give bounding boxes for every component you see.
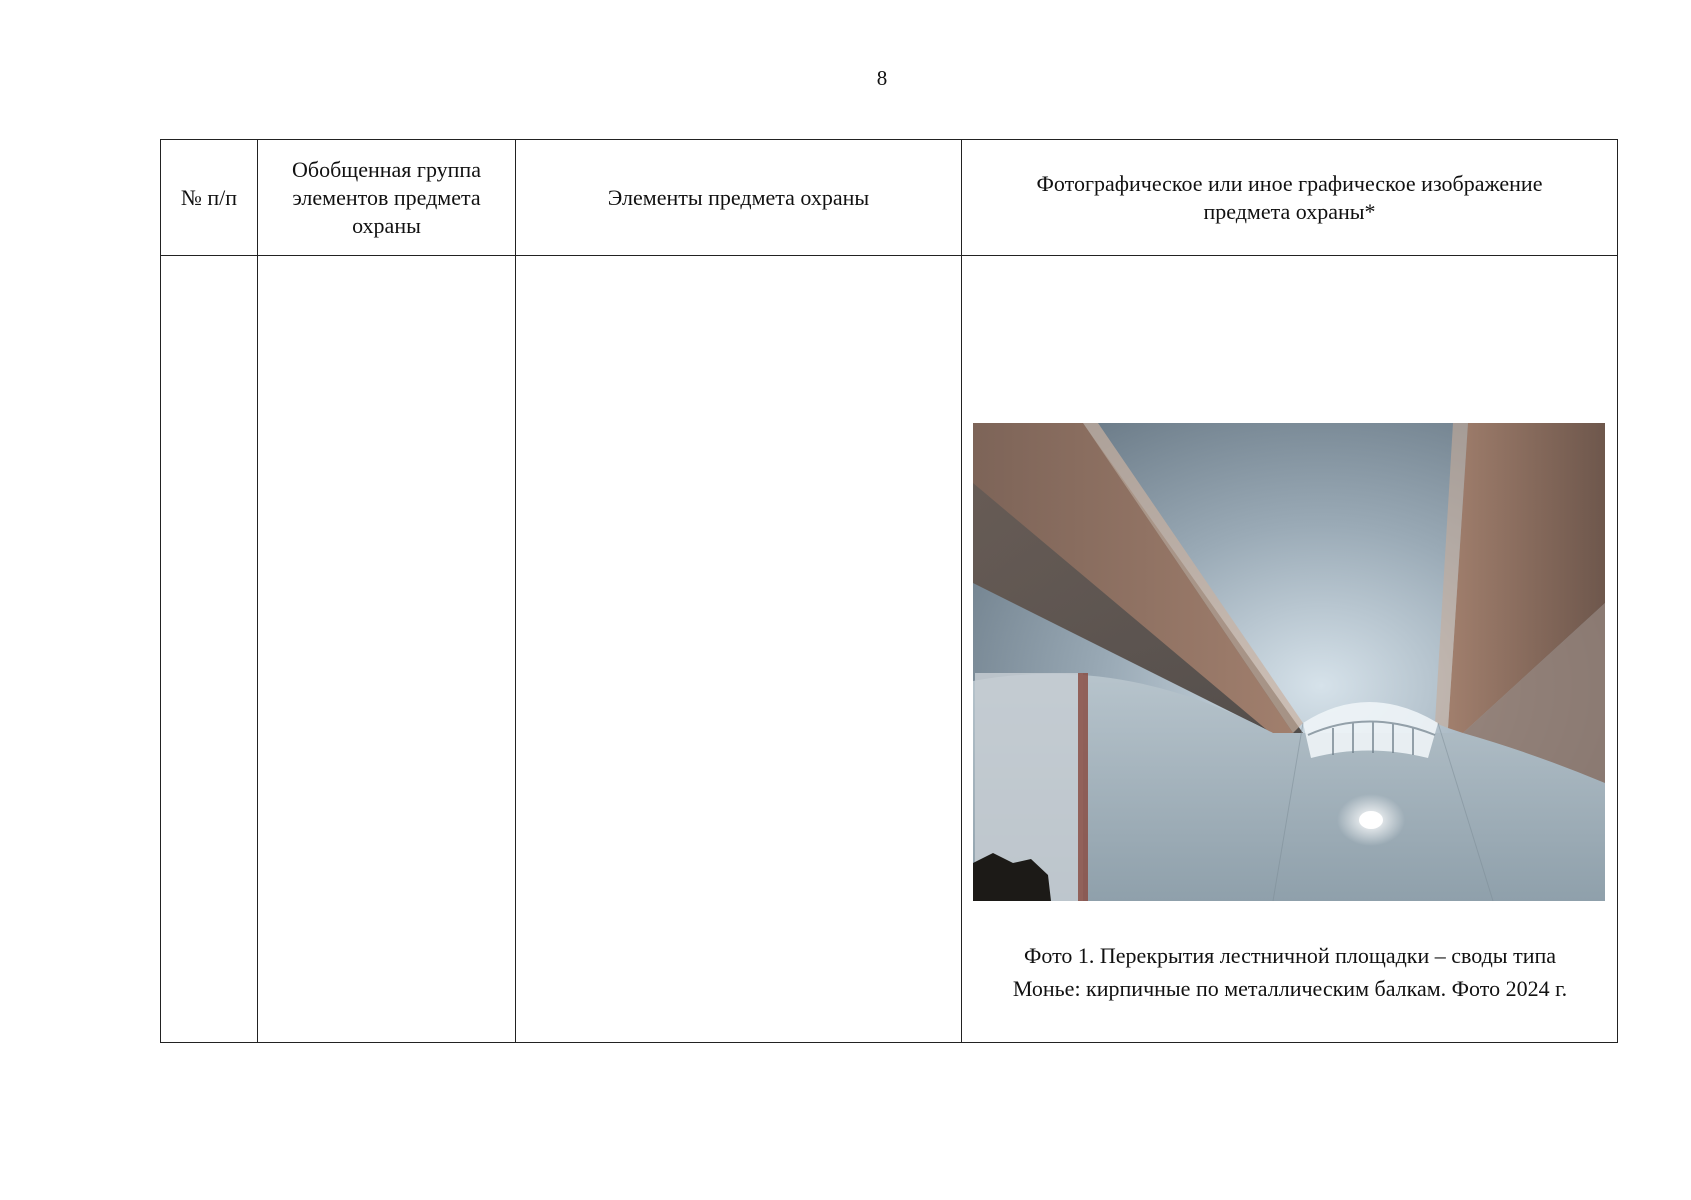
cell-group (258, 256, 516, 1043)
photo-caption (962, 939, 1618, 1005)
table-header-row (161, 140, 1618, 256)
cell-photo (962, 256, 1618, 1043)
cell-elements (516, 256, 962, 1043)
vault-photo (973, 423, 1605, 901)
header-image: Фотографическое или иное графическое изображение предмета охраны* (962, 140, 1618, 256)
header-elements: Элементы предмета охраны (516, 140, 962, 256)
cell-num (161, 256, 258, 1043)
protection-table (160, 139, 1618, 1043)
table-row (161, 256, 1618, 1043)
header-num: № п/п (161, 140, 258, 256)
page-number: 8 (876, 66, 888, 90)
header-group: Обобщенная группа элементов предмета охраны (258, 140, 516, 256)
photo-caption-line-2: Монье: кирпичные по металлическим балкам. Фото 2024 г. (1012, 976, 1568, 1001)
photo-caption-line-1: Фото 1. Перекрытия лестничной площадки – своды типа (1023, 943, 1557, 968)
